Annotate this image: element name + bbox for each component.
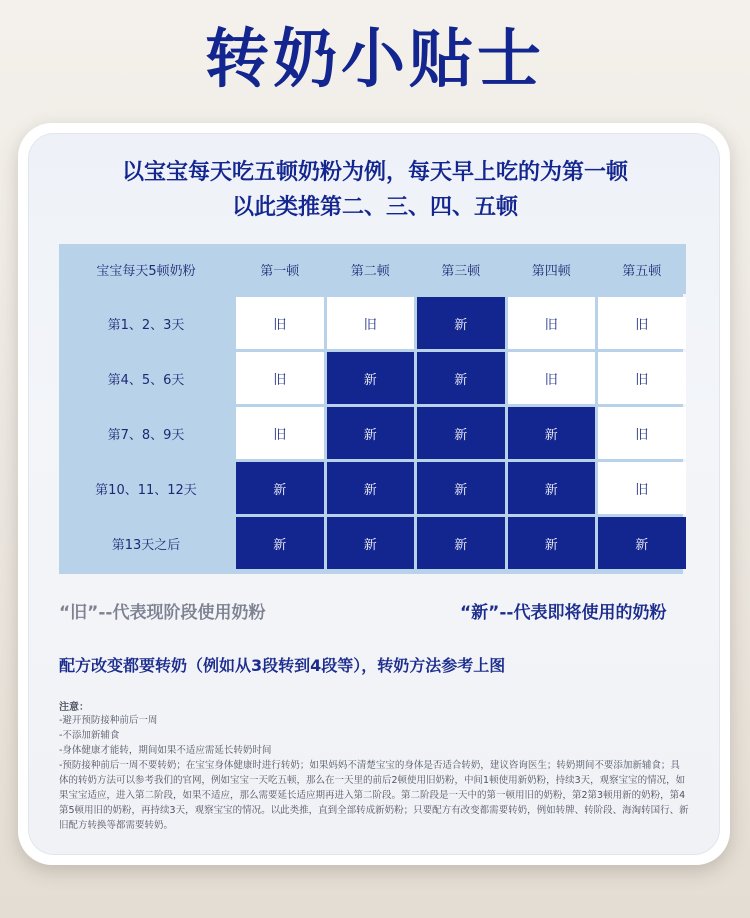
formula-change-info: 配方改变都要转奶（例如从3段转到4段等），转奶方法参考上图 xyxy=(59,656,506,675)
row-label: 第7、8、9天 xyxy=(59,407,233,459)
cell-old: 旧 xyxy=(236,297,324,349)
cell-new: 新 xyxy=(417,297,505,349)
column-header: 第五顿 xyxy=(598,244,686,294)
page-title: 转奶小贴士 xyxy=(205,23,545,97)
cell-new: 新 xyxy=(417,407,505,459)
cell-new: 新 xyxy=(327,407,415,459)
notes-list xyxy=(59,713,689,833)
row-label: 第13天之后 xyxy=(59,517,233,569)
cell-new: 新 xyxy=(417,352,505,404)
subtitle-line-2: 以此类推第二、三、四、五顿 xyxy=(231,195,518,220)
subtitle-line-1: 以宝宝每天吃五顿奶粉为例，每天早上吃的为第一顿 xyxy=(121,160,628,185)
cell-old: 旧 xyxy=(598,462,686,514)
note-item: -不添加新辅食 xyxy=(59,730,120,741)
column-header: 第四顿 xyxy=(508,244,596,294)
cell-old: 旧 xyxy=(598,407,686,459)
legend-new: “新”--代表即将使用的奶粉 xyxy=(460,603,667,623)
cell-old: 旧 xyxy=(236,352,324,404)
cell-new: 新 xyxy=(327,352,415,404)
row-label: 第10、11、12天 xyxy=(59,462,233,514)
feeding-schedule-table xyxy=(59,244,683,574)
note-item: -避开预防接种前后一周 xyxy=(59,715,158,726)
column-header: 第一顿 xyxy=(236,244,324,294)
cell-new: 新 xyxy=(417,462,505,514)
cell-new: 新 xyxy=(327,462,415,514)
cell-new: 新 xyxy=(417,517,505,569)
cell-old: 旧 xyxy=(508,352,596,404)
legend-old: “旧”--代表现阶段使用奶粉 xyxy=(59,603,266,623)
table-corner-header: 宝宝每天5顿奶粉 xyxy=(59,244,233,294)
cell-new: 新 xyxy=(236,462,324,514)
cell-new: 新 xyxy=(508,517,596,569)
cell-new: 新 xyxy=(327,517,415,569)
cell-new: 新 xyxy=(236,517,324,569)
cell-old: 旧 xyxy=(598,352,686,404)
note-item: -身体健康才能转，期间如果不适应需延长转奶时间 xyxy=(59,745,272,756)
note-item: -预防接种前后一周不要转奶；在宝宝身体健康时进行转奶；如果妈妈不清楚宝宝的身体是否适合转奶，建议咨询医生；转奶期间不要添加新辅食；具体的转奶方法可以参考我们的官网，例如宝宝一天吃五顿，那么在一天里的前后2顿使用旧奶粉，中间1顿使用新奶粉，持续3天，观察宝宝的情况，如果宝宝适应，进入第二阶段，如果不适应，那么需要延长适应期再进入第二阶段。第二阶段是一天中的第一顿用旧的奶粉，第2第3顿用新的奶粉，第4第5顿用旧的奶粉，再持续3天，观察宝宝的情况。以此类推，直到全部转成新奶粉；只要配方有改变都需要转奶，例如转牌、转阶段、海淘转国行、新旧配方转换等都需要转奶。 xyxy=(59,760,689,831)
cell-new: 新 xyxy=(598,517,686,569)
cell-old: 旧 xyxy=(508,297,596,349)
row-label: 第4、5、6天 xyxy=(59,352,233,404)
cell-new: 新 xyxy=(508,407,596,459)
column-header: 第三顿 xyxy=(417,244,505,294)
cell-new: 新 xyxy=(508,462,596,514)
cell-old: 旧 xyxy=(327,297,415,349)
cell-old: 旧 xyxy=(598,297,686,349)
cell-old: 旧 xyxy=(236,407,324,459)
column-header: 第二顿 xyxy=(327,244,415,294)
row-label: 第1、2、3天 xyxy=(59,297,233,349)
notes-title: 注意： xyxy=(59,702,89,713)
